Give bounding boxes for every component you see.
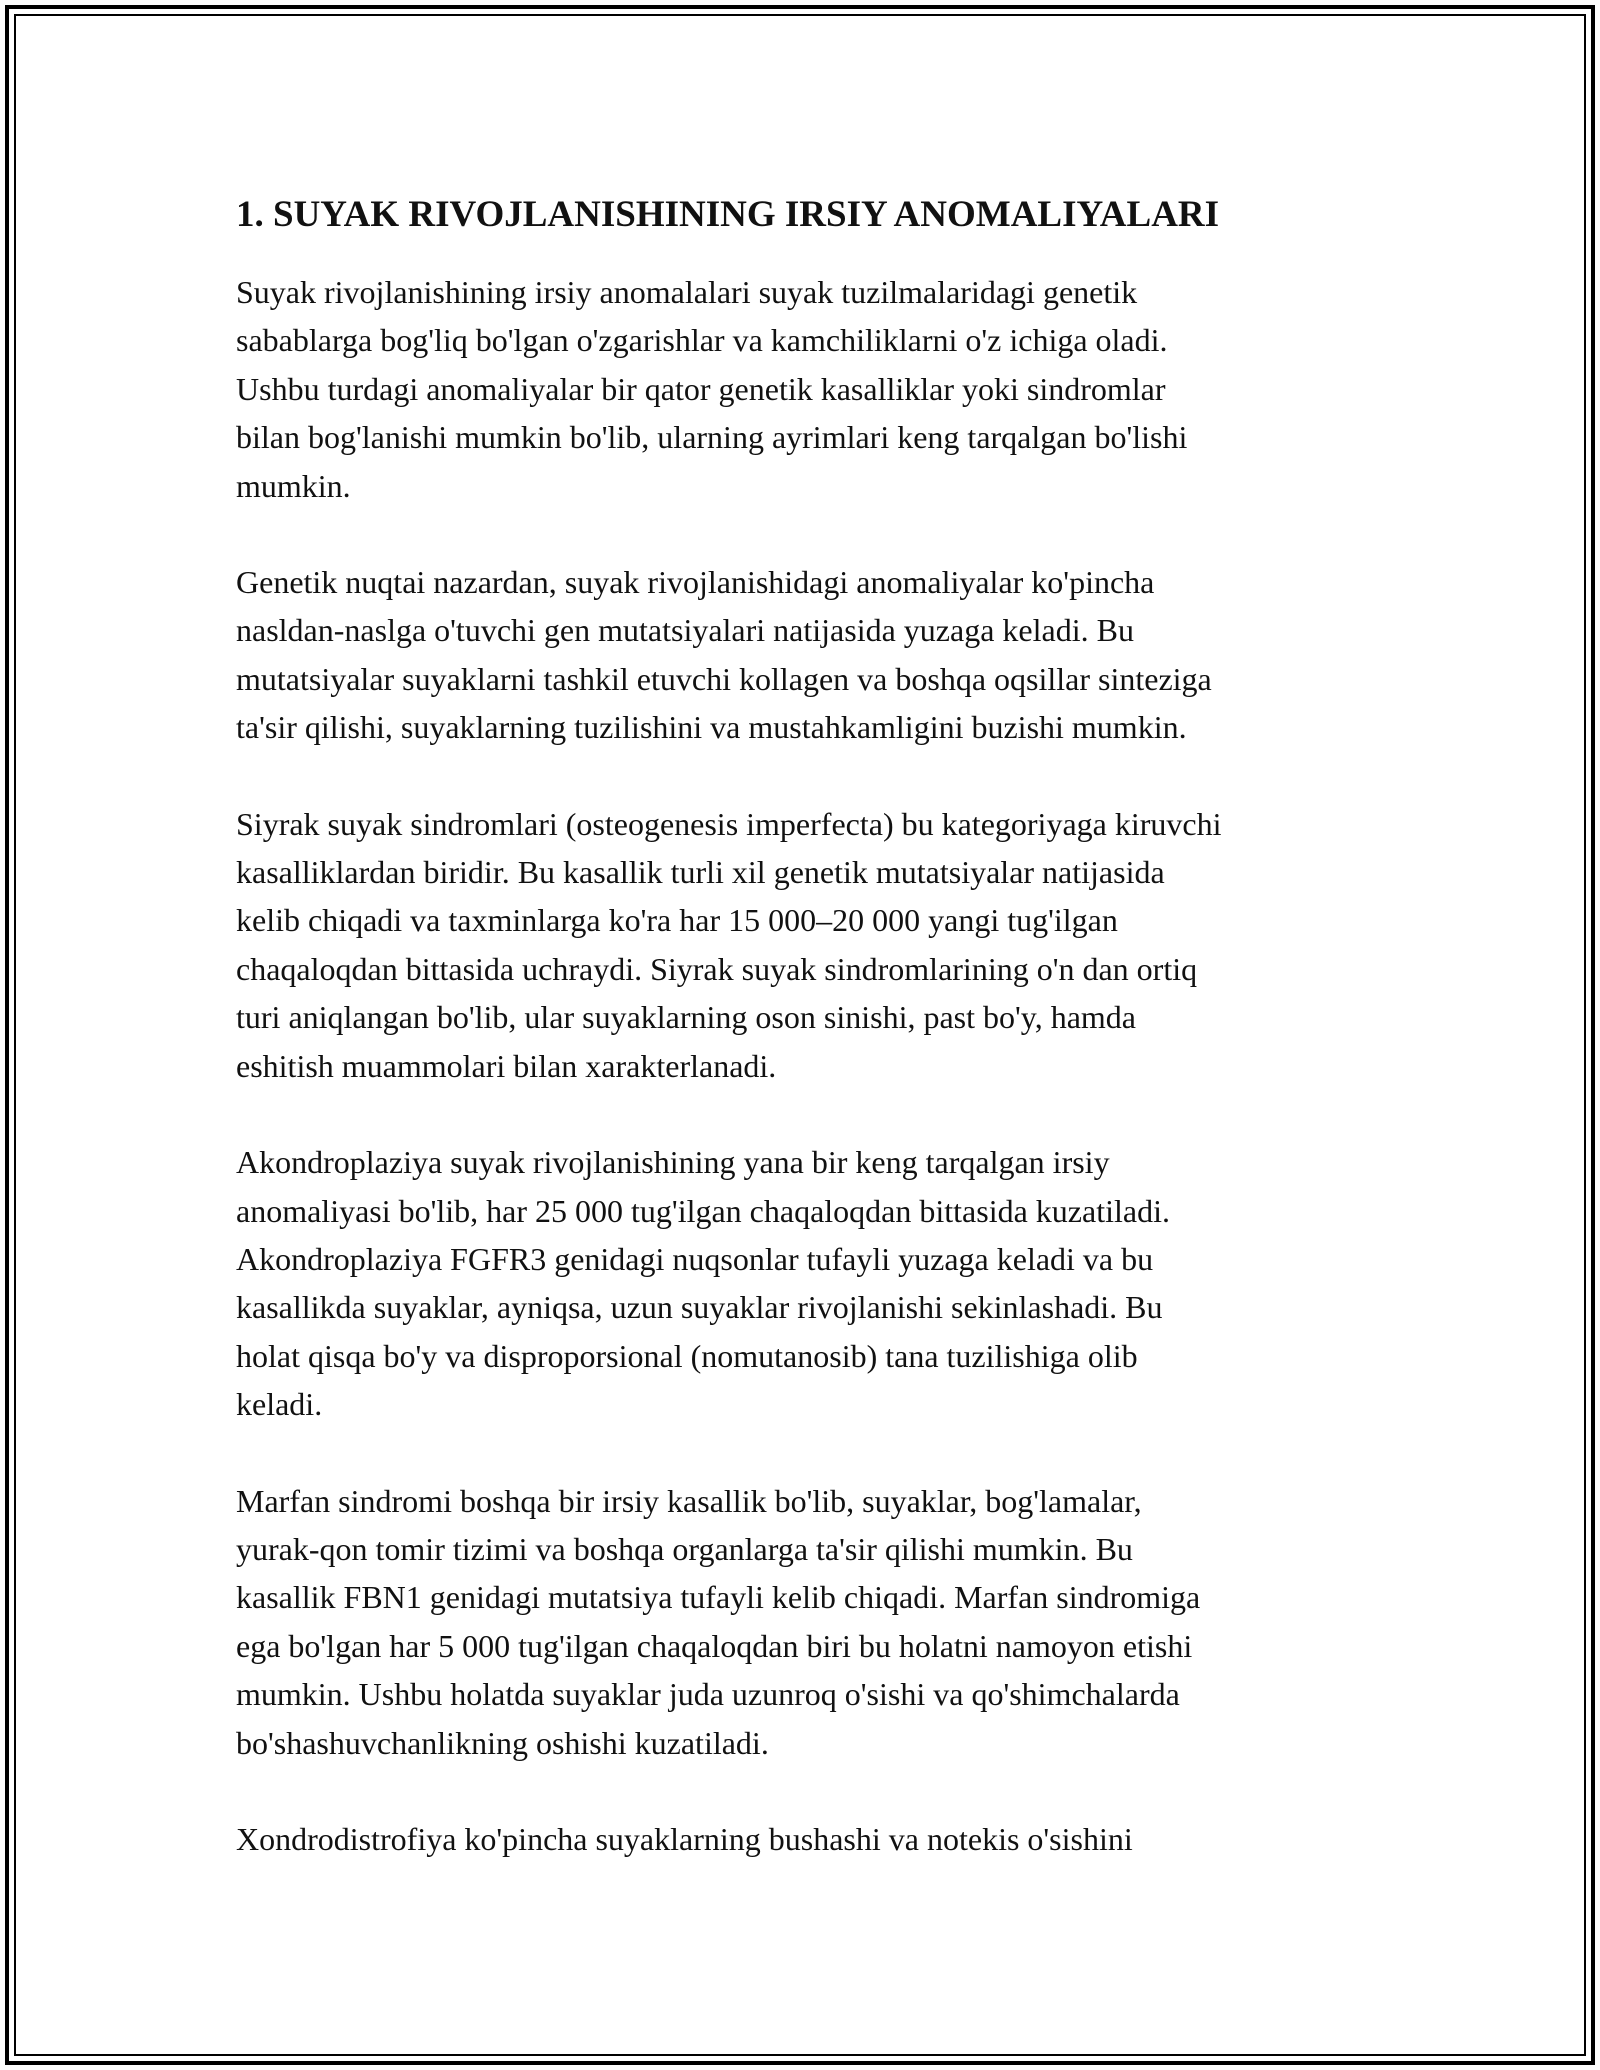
text-line: sabablarga bog'liq bo'lgan o'zgarishlar va kamchiliklarni o'z ichiga oladi. <box>236 322 1168 359</box>
document-body <box>236 190 1396 1911</box>
text-line: Xondrodistrofiya ko'pincha suyaklarning bushashi va notekis o'sishini <box>236 1820 1133 1857</box>
text-line: bo'shashuvchanlikning oshishi kuzatiladi. <box>236 1724 769 1761</box>
text-line: yurak-qon tomir tizimi va boshqa organlarga ta'sir qilishi mumkin. Bu <box>236 1530 1133 1567</box>
text-line: ta'sir qilishi, suyaklarning tuzilishini va mustahkamligini buzishi mumkin. <box>236 709 1187 746</box>
text-line: Genetik nuqtai nazardan, suyak rivojlanishidagi anomaliyalar ko'pincha <box>236 564 1155 601</box>
text-line: kasallik FBN1 genidagi mutatsiya tufayli kelib chiqadi. Marfan sindromiga <box>236 1579 1201 1616</box>
paragraph-intro <box>236 268 1396 510</box>
text-line: Marfan sindromi boshqa bir irsiy kasallik bo'lib, suyaklar, bog'lamalar, <box>236 1482 1142 1519</box>
text-line: Akondroplaziya suyak rivojlanishining yana bir keng tarqalgan irsiy <box>236 1144 1110 1181</box>
text-line: nasldan-naslga o'tuvchi gen mutatsiyalari natijasida yuzaga keladi. Bu <box>236 612 1134 649</box>
text-line: kasalliklardan biridir. Bu kasallik turli xil genetik mutatsiyalar natijasida <box>236 854 1165 891</box>
text-line: holat qisqa bo'y va disproporsional (nomutanosib) tana tuzilishiga olib <box>236 1337 1138 1374</box>
text-line: keladi. <box>236 1386 323 1423</box>
text-line: mutatsiyalar suyaklarni tashkil etuvchi kollagen va boshqa oqsillar sinteziga <box>236 660 1212 697</box>
text-line: Suyak rivojlanishining irsiy anomalalari suyak tuzilmalaridagi genetik <box>236 274 1138 310</box>
paragraph-chondrodystrophy <box>236 1815 1396 1863</box>
text-line: kasallikda suyaklar, ayniqsa, uzun suyaklar rivojlanishi sekinlashadi. Bu <box>236 1289 1163 1326</box>
text-line: Akondroplaziya FGFR3 genidagi nuqsonlar tufayli yuzaga keladi va bu <box>236 1240 1154 1277</box>
text-line: anomaliyasi bo'lib, har 25 000 tug'ilgan chaqaloqdan bittasida kuzatiladi. <box>236 1192 1170 1229</box>
paragraph-marfan <box>236 1477 1396 1767</box>
text-line: Siyrak suyak sindromlari (osteogenesis imperfecta) bu kategoriyaga kiruvchi <box>236 805 1222 842</box>
paragraph-genetics <box>236 558 1396 752</box>
text-line: eshitish muammolari bilan xarakterlanadi. <box>236 1047 777 1084</box>
text-line: turi aniqlangan bo'lib, ular suyaklarning oson sinishi, past bo'y, hamda <box>236 999 1136 1036</box>
text-line: mumkin. Ushbu holatda suyaklar juda uzunroq o'sishi va qo'shimchalarda <box>236 1676 1180 1713</box>
text-line: chaqaloqdan bittasida uchraydi. Siyrak suyak sindromlarining o'n dan ortiq <box>236 950 1198 987</box>
section-heading: 1. SUYAK RIVOJLANISHINING IRSIY ANOMALIYALARI <box>236 194 1220 235</box>
text-line: mumkin. <box>236 467 351 504</box>
paragraph-osteogenesis <box>236 800 1396 1090</box>
text-line: ega bo'lgan har 5 000 tug'ilgan chaqaloqdan biri bu holatni namoyon etishi <box>236 1627 1193 1664</box>
text-line: Ushbu turdagi anomaliyalar bir qator genetik kasalliklar yoki sindromlar <box>236 370 1166 407</box>
paragraph-achondroplasia <box>236 1138 1396 1428</box>
text-line: bilan bog'lanishi mumkin bo'lib, ularning ayrimlari keng tarqalgan bo'lishi <box>236 419 1188 456</box>
text-line: kelib chiqadi va taxminlarga ko'ra har 15 000–20 000 yangi tug'ilgan <box>236 902 1118 939</box>
